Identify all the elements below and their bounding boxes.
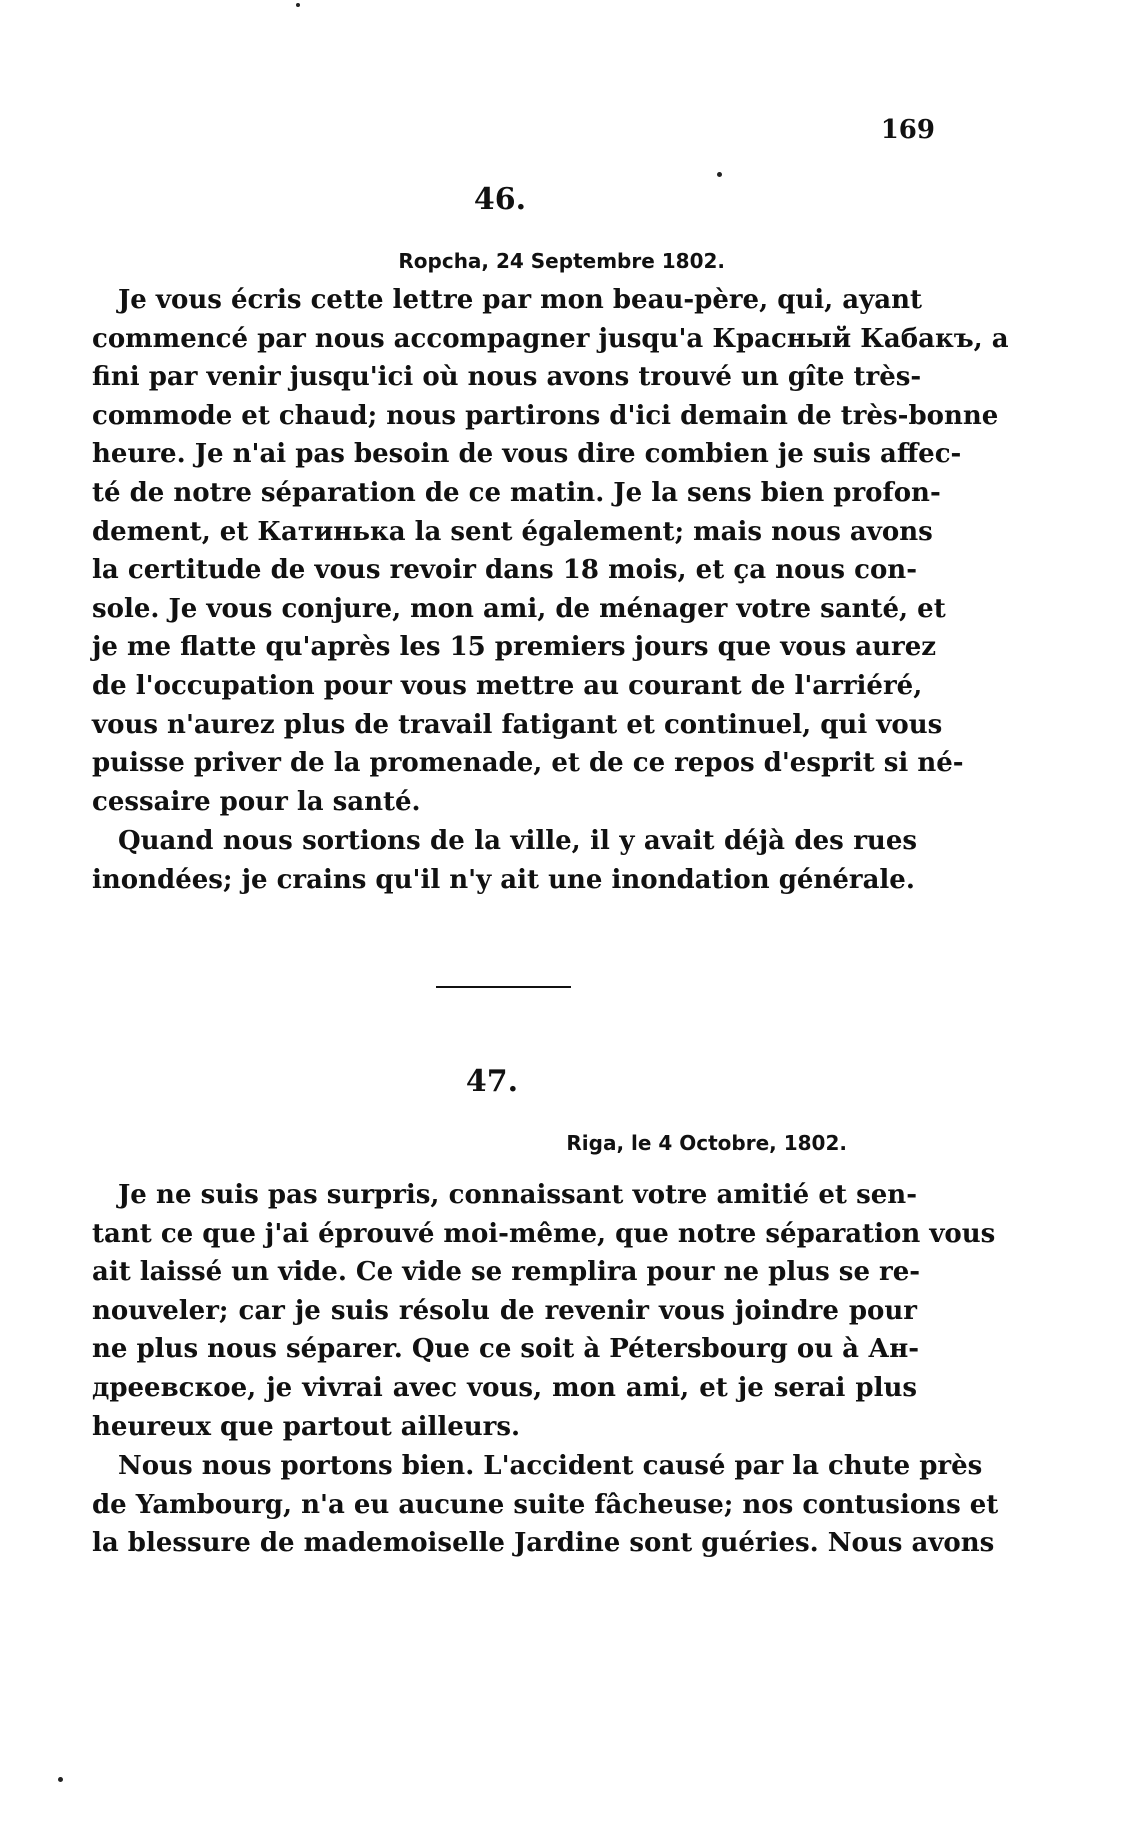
text-line: fini par venir jusqu'ici où nous avons trouvé un gîte très- (92, 362, 922, 393)
letter-47-paragraph-1 (92, 1176, 996, 1446)
text-line: дреевское, je vivrai avec vous, mon ami, et je serai plus (92, 1372, 917, 1403)
scan-speck (296, 3, 300, 7)
letter-46-paragraph-1 (92, 281, 1009, 821)
text-line: vous n'aurez plus de travail fatigant et continuel, qui vous (92, 709, 943, 740)
text-line: dement, et Катинька la sent également; mais nous avons (92, 516, 933, 547)
text-line: heure. Je n'ai pas besoin de vous dire combien je suis affec- (92, 439, 962, 470)
letter-46-number: 46. (473, 182, 527, 217)
text-line: cessaire pour la santé. (92, 786, 421, 817)
text-line: ne plus nous séparer. Que ce soit à Pétersbourg ou à Ан- (92, 1334, 920, 1365)
letter-47-paragraph-2 (92, 1447, 999, 1563)
text-line: de Yambourg, n'a eu aucune suite fâcheuse; nos contusions et (92, 1489, 999, 1520)
text-line: heureux que partout ailleurs. (92, 1411, 521, 1442)
text-line: la certitude de vous revoir dans 18 mois, et ça nous con- (92, 555, 917, 586)
text-line: puisse priver de la promenade, et de ce repos d'esprit si né- (92, 748, 964, 779)
text-line: ait laissé un vide. Ce vide se remplira pour ne plus se re- (92, 1257, 921, 1288)
letter-47-dateline: Riga, le 4 Octobre, 1802. (566, 1131, 847, 1155)
scan-speck (717, 172, 722, 177)
text-line: Je ne suis pas surpris, connaissant votre amitié et sen- (118, 1180, 917, 1210)
text-line: commode et chaud; nous partirons d'ici demain de très-bonne (92, 400, 999, 431)
page-number: 169 (880, 115, 935, 145)
section-divider (436, 986, 571, 988)
text-line: Je vous écris cette lettre par mon beau-père, qui, ayant (118, 285, 922, 315)
text-line: sole. Je vous conjure, mon ami, de ménager votre santé, et (92, 593, 946, 624)
text-line: nouveler; car je suis résolu de revenir vous joindre pour (92, 1295, 917, 1326)
text-line: de l'occupation pour vous mettre au courant de l'arriéré, (92, 670, 923, 701)
letter-46-dateline: Ropcha, 24 Septembre 1802. (398, 249, 725, 273)
text-line: inondées; je crains qu'il n'y ait une inondation générale. (92, 864, 915, 895)
text-line: Nous nous portons bien. L'accident causé par la chute près (118, 1451, 983, 1481)
scan-speck (58, 1777, 63, 1782)
text-line: té de notre séparation de ce matin. Je la sens bien profon- (92, 477, 941, 508)
text-line: la blessure de mademoiselle Jardine sont guéries. Nous avons (92, 1528, 995, 1559)
text-line: Quand nous sortions de la ville, il y avait déjà des rues (118, 826, 917, 856)
text-line: tant ce que j'ai éprouvé moi-même, que notre séparation vous (92, 1218, 996, 1249)
text-line: commencé par nous accompagner jusqu'a Красный Кабакъ, a (92, 323, 1009, 354)
letter-46-paragraph-2 (92, 822, 917, 899)
letter-47-number: 47. (465, 1064, 519, 1099)
text-line: je me flatte qu'après les 15 premiers jours que vous aurez (92, 632, 937, 663)
